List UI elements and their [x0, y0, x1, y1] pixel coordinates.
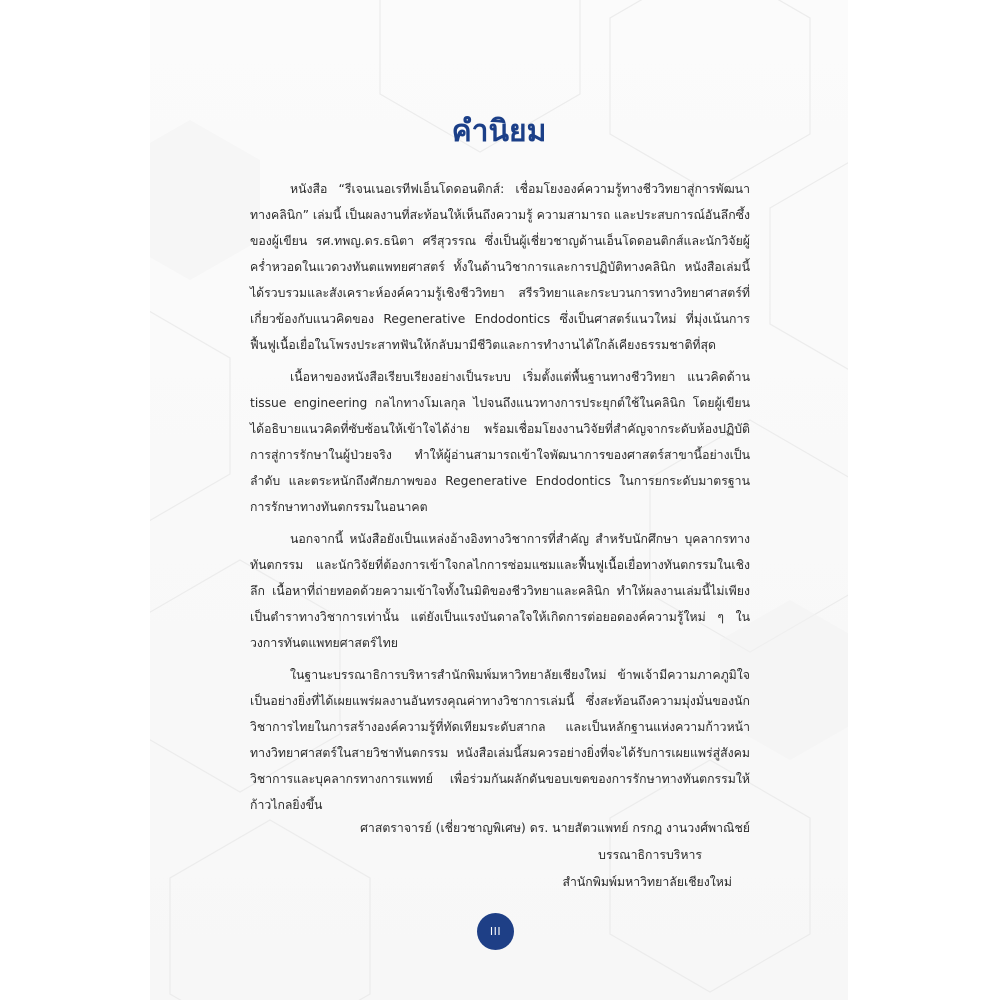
- signer-organization: สำนักพิมพ์มหาวิทยาลัยเชียงใหม่: [562, 875, 732, 889]
- page-title: คำนิยม: [451, 114, 547, 149]
- paragraph: ในฐานะบรรณาธิการบริหารสำนักพิมพ์มหาวิทยาลัยเชียงใหม่ ข้าพเจ้ามีความภาคภูมิใจเป็นอย่างยิ่งที่ได้เผยแพร่ผลงานอันทรงคุณค่าทางวิชาการเล่มนี้ ซึ่งสะท้อนถึงความมุ่งมั่นของนักวิชาการไทยในการสร้างองค์ความรู้ที่ทัดเทียมระดับสากล และเป็นหลักฐานแห่งความก้าวหน้าทางวิทยาศาสตร์ในสายวิชาทันตกรรม หนังสือเล่มนี้สมควรอย่างยิ่งที่จะได้รับการเผยแพร่สู่สังคมวิชาการและบุคลากรทางการแพทย์ เพื่อร่วมกันผลักดันขอบเขตของการรักษาทางทันตกรรมให้ก้าวไกลยิ่งขึ้น: [250, 668, 750, 812]
- document-page: [150, 0, 848, 1000]
- paragraph: นอกจากนี้ หนังสือยังเป็นแหล่งอ้างอิงทางวิชาการที่สำคัญ สำหรับนักศึกษา บุคลากรทางทันตกรรม และนักวิจัยที่ต้องการเข้าใจกลไกการซ่อมแซมและฟื้นฟูเนื้อเยื่อทางทันตกรรมในเชิงลึก เนื้อหาที่ถ่ายทอดด้วยความเข้าใจทั้งในมิติของชีววิทยาและคลินิก ทำให้ผลงานเล่มนี้ไม่เพียงเป็นตำราทางวิชาการเท่านั้น แต่ยังเป็นแรงบันดาลใจให้เกิดการต่อยอดองค์ความรู้ใหม่ ๆ ในวงการทันตแพทยศาสตร์ไทย: [250, 532, 750, 650]
- signer-name: ศาสตราจารย์ (เชี่ยวชาญพิเศษ) ดร. นายสัตวแพทย์ กรกฎ งานวงศ์พาณิชย์: [360, 821, 750, 835]
- paragraph: เนื้อหาของหนังสือเรียบเรียงอย่างเป็นระบบ เริ่มตั้งแต่พื้นฐานทางชีววิทยา แนวคิดด้าน tissue engineering กลไกทางโมเลกุล ไปจนถึงแนวทางการประยุกต์ใช้ในคลินิก โดยผู้เขียนได้อธิบายแนวคิดที่ซับซ้อนให้เข้าใจได้ง่าย พร้อมเชื่อมโยงงานวิจัยที่สำคัญจากระดับห้องปฏิบัติการสู่การรักษาในผู้ป่วยจริง ทำให้ผู้อ่านสามารถเข้าใจพัฒนาการของศาสตร์สาขานี้อย่างเป็นลำดับ และตระหนักถึงศักยภาพของ Regenerative Endodontics ในการยกระดับมาตรฐานการรักษาทางทันตกรรมในอนาคต: [250, 370, 750, 514]
- hexagon-shape: [770, 150, 848, 382]
- foreword-body: [250, 176, 750, 824]
- hexagon-shape: [150, 300, 230, 532]
- signature-block: [250, 815, 750, 896]
- paragraph: หนังสือ “รีเจนเนอเรทีฟเอ็นโดดอนติกส์: เชื่อมโยงองค์ความรู้ทางชีววิทยาสู่การพัฒนาทางคลินิก” เล่มนี้ เป็นผลงานที่สะท้อนให้เห็นถึงความรู้ ความสามารถ และประสบการณ์อันลึกซึ้งของผู้เขียน รศ.ทพญ.ดร.ธนิตา ศรีสุวรรณ ซึ่งเป็นผู้เชี่ยวชาญด้านเอ็นโดดอนติกส์และนักวิจัยผู้คร่ำหวอดในแวดวงทันตแพทยศาสตร์ ทั้งในด้านวิชาการและการปฏิบัติทางคลินิก หนังสือเล่มนี้ได้รวบรวมและสังเคราะห์องค์ความรู้เชิงชีววิทยา สรีรวิทยาและกระบวนการทางวิทยาศาสตร์ที่เกี่ยวข้องกับแนวคิดของ Regenerative Endodontics ซึ่งเป็นศาสตร์แนวใหม่ ที่มุ่งเน้นการฟื้นฟูเนื้อเยื่อในโพรงประสาทฟันให้กลับมามีชีวิตและการทำงานได้ใกล้เคียงธรรมชาติที่สุด: [250, 182, 750, 352]
- signer-position: บรรณาธิการบริหาร: [598, 848, 702, 862]
- hexagon-shape: [610, 0, 810, 192]
- page-number-badge: III: [477, 913, 514, 950]
